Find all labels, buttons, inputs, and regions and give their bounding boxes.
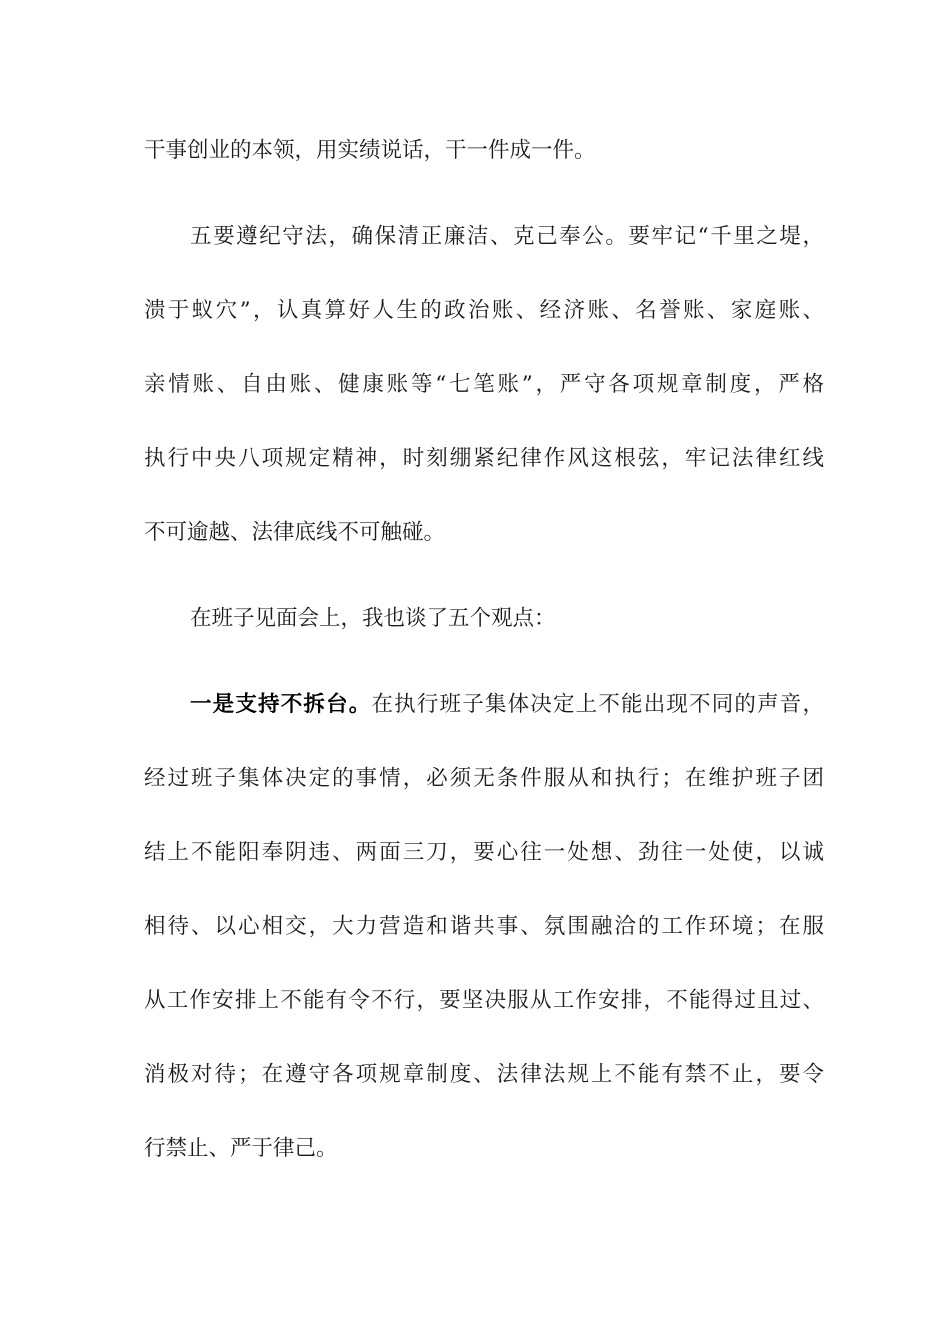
text-line: 不可逾越、法律底线不可触碰。 (144, 520, 446, 545)
text-line: 消极对待；在遵守各项规章制度、法律法规上不能有禁不止，要令 (144, 1062, 824, 1087)
text-line: 溃于蚁穴”，认真算好人生的政治账、经济账、名誉账、家庭账、 (144, 298, 824, 323)
text-line: 五要遵纪守法，确保清正廉洁、克己奉公。要牢记“千里之堤， (190, 224, 824, 249)
text-line: 相待、以心相交，大力营造和谐共事、氛围融洽的工作环境；在服 (144, 914, 824, 939)
point-heading: 一是支持不拆台。 (190, 692, 372, 717)
text-line: 结上不能阳奉阴违、两面三刀，要心往一处想、劲往一处使，以诚 (144, 840, 824, 865)
text-line: 亲情账、自由账、健康账等“七笔账”，严守各项规章制度，严格 (144, 372, 824, 397)
text-line: 经过班子集体决定的事情，必须无条件服从和执行；在维护班子团 (144, 766, 824, 791)
text-span: 在执行班子集体决定上不能出现不同的声音， (371, 692, 824, 717)
paragraph-first-line (190, 685, 824, 725)
text-line: 行禁止、严于律己。 (144, 1136, 338, 1161)
text-line: 从工作安排上不能有令不行，要坚决服从工作安排，不能得过且过、 (144, 988, 824, 1013)
text-line: 在班子见面会上，我也谈了五个观点： (190, 606, 556, 631)
text-line: 执行中央八项规定精神，时刻绷紧纪律作风这根弦，牢记法律红线 (144, 446, 824, 471)
text-line: 干事创业的本领，用实绩说话，干一件成一件。 (144, 138, 596, 163)
